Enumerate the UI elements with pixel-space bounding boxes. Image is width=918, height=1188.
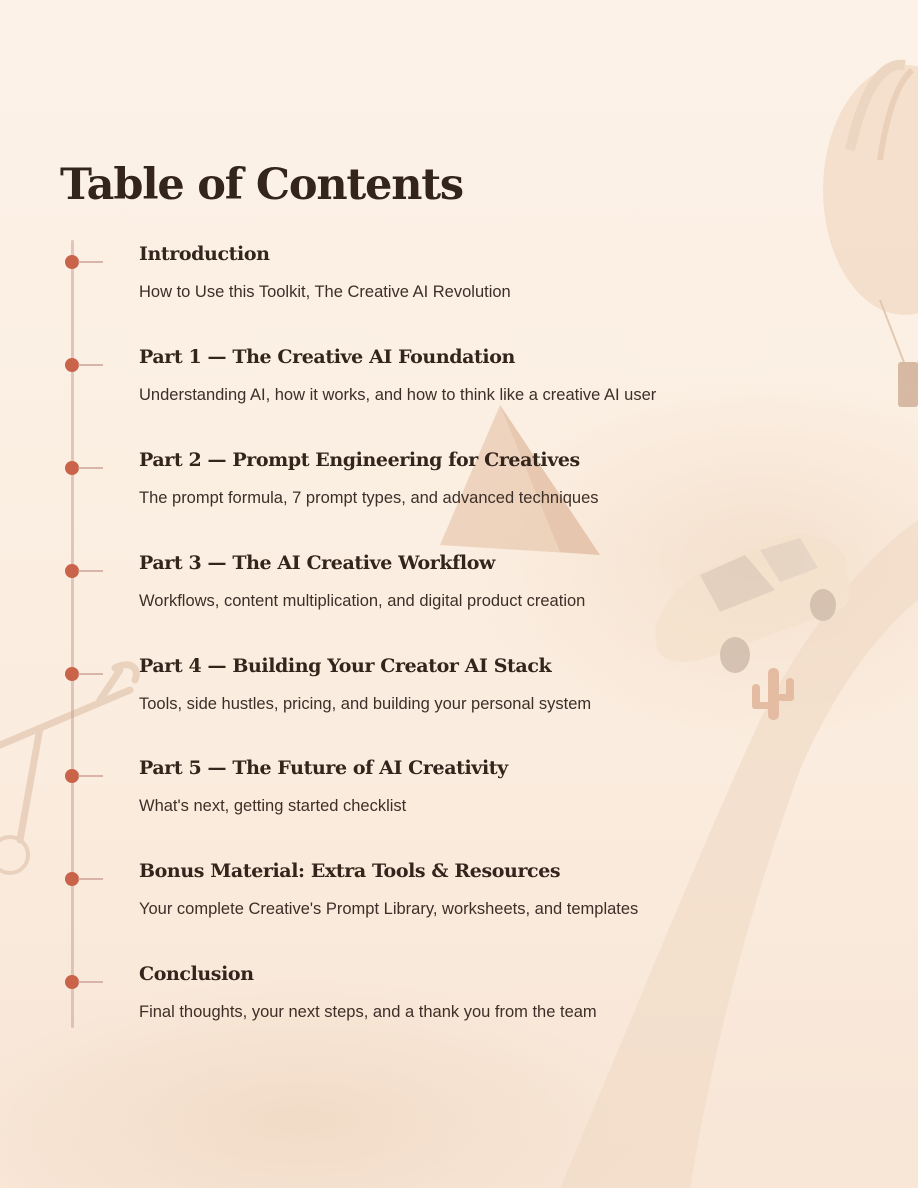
toc-item-title: Conclusion [139, 963, 254, 985]
toc-item-description: Workflows, content multiplication, and digital product creation [139, 592, 586, 610]
toc-item-title: Part 4 — Building Your Creator AI Stack [139, 655, 552, 677]
toc-item-description: Final thoughts, your next steps, and a thank you from the team [139, 1003, 597, 1021]
timeline-dot [65, 358, 79, 372]
toc-item-title: Part 5 — The Future of AI Creativity [139, 757, 508, 779]
toc-item-description: Your complete Creative's Prompt Library, worksheets, and templates [139, 900, 639, 918]
toc-item-introduction [0, 243, 918, 333]
timeline-dot [65, 975, 79, 989]
toc-item-title: Part 3 — The AI Creative Workflow [139, 552, 495, 574]
toc-item-part-1 [0, 346, 918, 436]
page-title: Table of Contents [60, 160, 463, 210]
toc-item-conclusion [0, 963, 918, 1053]
timeline-tick [78, 570, 103, 572]
timeline-tick [78, 775, 103, 777]
timeline-dot [65, 564, 79, 578]
timeline-dot [65, 769, 79, 783]
toc-item-description: Understanding AI, how it works, and how to think like a creative AI user [139, 386, 657, 404]
toc-item-description: Tools, side hustles, pricing, and building your personal system [139, 695, 592, 713]
timeline-tick [78, 673, 103, 675]
toc-item-description: The prompt formula, 7 prompt types, and advanced techniques [139, 489, 599, 507]
timeline-dot [65, 667, 79, 681]
timeline-dot [65, 872, 79, 886]
toc-item-part-3 [0, 552, 918, 642]
toc-item-title: Part 1 — The Creative AI Foundation [139, 346, 515, 368]
timeline-dot [65, 255, 79, 269]
timeline-tick [78, 981, 103, 983]
toc-item-part-5 [0, 757, 918, 847]
toc-item-description: What's next, getting started checklist [139, 797, 407, 815]
toc-item-title: Introduction [139, 243, 270, 265]
toc-item-title: Part 2 — Prompt Engineering for Creatives [139, 449, 580, 471]
toc-item-part-4 [0, 655, 918, 745]
timeline-tick [78, 467, 103, 469]
timeline-dot [65, 461, 79, 475]
timeline-tick [78, 261, 103, 263]
toc-item-bonus-material [0, 860, 918, 950]
toc-item-title: Bonus Material: Extra Tools & Resources [139, 860, 561, 882]
timeline-tick [78, 364, 103, 366]
toc-item-description: How to Use this Toolkit, The Creative AI Revolution [139, 283, 511, 301]
toc-item-part-2 [0, 449, 918, 539]
timeline-tick [78, 878, 103, 880]
